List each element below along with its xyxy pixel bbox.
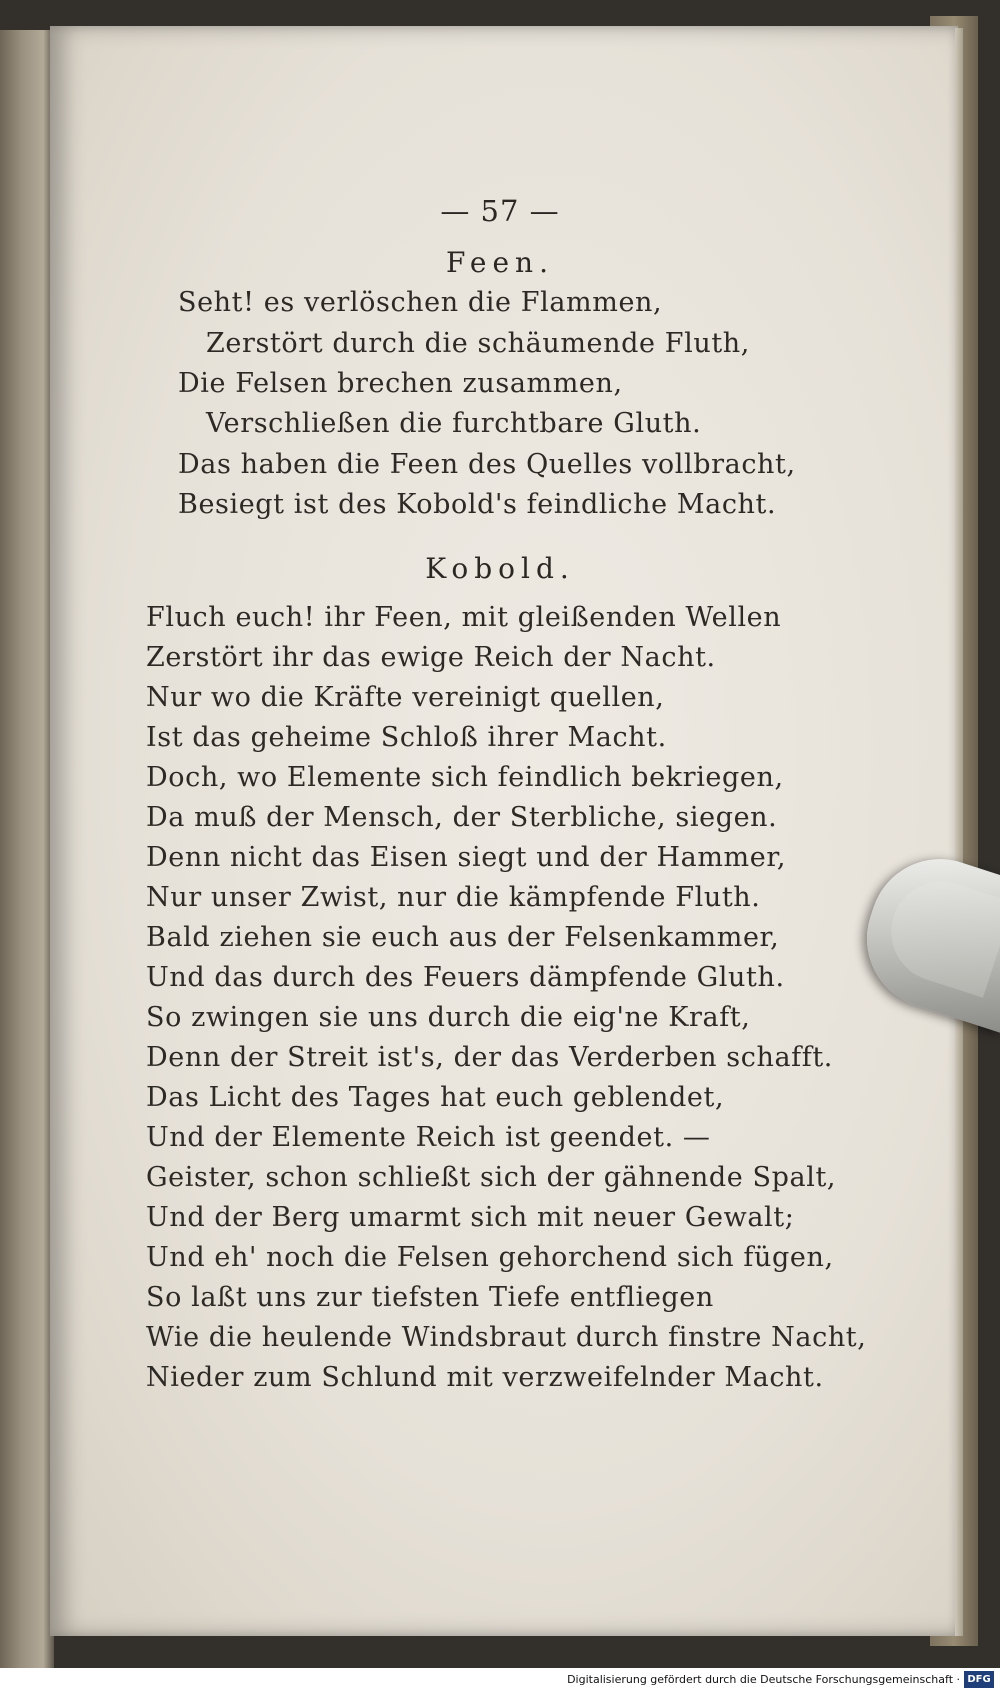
verse-line: Das Licht des Tages hat euch geblendet,	[146, 1082, 725, 1113]
speaker-heading-feen: Feen.	[446, 246, 554, 279]
verse-line: Und der Elemente Reich ist geendet. —	[146, 1122, 711, 1153]
verse-line: Geister, schon schließt sich der gähnende Spalt,	[146, 1162, 837, 1193]
verse-line: Verschließen die furchtbare Gluth.	[206, 408, 702, 439]
verse-line: Wie die heulende Windsbraut durch finstre Nacht,	[146, 1322, 867, 1353]
verse-line: Bald ziehen sie euch aus der Felsenkammer,	[146, 922, 780, 953]
verse-line: Die Felsen brechen zusammen,	[178, 368, 623, 399]
verse-line: Besiegt ist des Kobold's feindliche Macht.	[178, 489, 777, 520]
verse-line: Seht! es verlöschen die Flammen,	[178, 287, 663, 318]
verse-line: Und das durch des Feuers dämpfende Gluth.	[146, 962, 785, 993]
page-clip-inner	[878, 869, 1000, 998]
verse-line: Nur unser Zwist, nur die kämpfende Fluth.	[146, 882, 761, 913]
speaker-heading-kobold: Kobold.	[425, 552, 575, 585]
verse-line: Denn nicht das Eisen siegt und der Hammer,	[146, 842, 787, 873]
verse-line: Nur wo die Kräfte vereinigt quellen,	[146, 682, 665, 713]
verse-line: Und eh' noch die Felsen gehorchend sich fügen,	[146, 1242, 834, 1273]
verse-line: Zerstört ihr das ewige Reich der Nacht.	[146, 642, 716, 673]
verse-line: Nieder zum Schlund mit verzweifelnder Macht.	[146, 1362, 824, 1393]
verse-line: Das haben die Feen des Quelles vollbracht,	[178, 449, 796, 480]
verse-line: So laßt uns zur tiefsten Tiefe entfliegen	[146, 1282, 714, 1313]
verse-line: Denn der Streit ist's, der das Verderben schafft.	[146, 1042, 833, 1073]
verse-line: Da muß der Mensch, der Sterbliche, siegen.	[146, 802, 778, 833]
digitization-credit: Digitalisierung gefördert durch die Deutsche Forschungsgemeinschaft ·	[567, 1673, 960, 1686]
verse-line: Ist das geheime Schloß ihrer Macht.	[146, 722, 667, 753]
dfg-logo: DFG	[964, 1671, 994, 1688]
verse-line: Fluch euch! ihr Feen, mit gleißenden Wellen	[146, 602, 782, 633]
verse-line: So zwingen sie uns durch die eig'ne Kraft,	[146, 1002, 751, 1033]
page-number: — 57 —	[440, 194, 560, 228]
verse-line: Zerstört durch die schäumende Fluth,	[206, 328, 750, 359]
verse-line: Und der Berg umarmt sich mit neuer Gewalt;	[146, 1202, 795, 1233]
verse-line: Doch, wo Elemente sich feindlich bekriegen,	[146, 762, 784, 793]
